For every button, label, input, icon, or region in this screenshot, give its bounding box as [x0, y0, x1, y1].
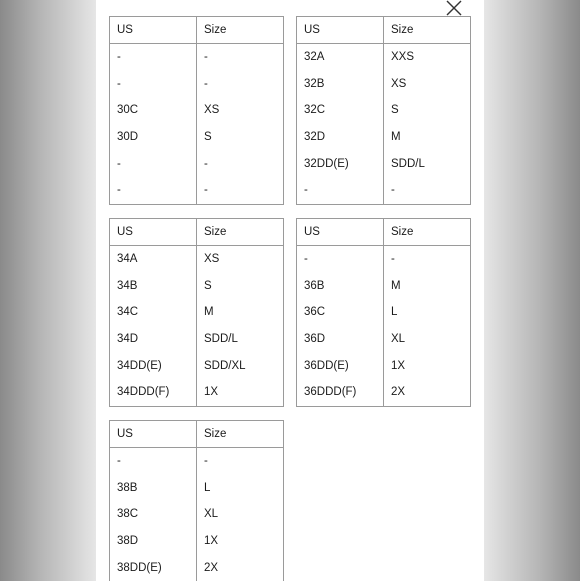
table-row [297, 97, 471, 124]
table-row [297, 326, 471, 353]
table-row [110, 246, 284, 273]
table-row [297, 379, 471, 406]
us-cell: 38DD(E) [110, 554, 197, 581]
table-row [110, 177, 284, 204]
size-cell: - [197, 177, 284, 204]
column-header-size: Size [384, 17, 471, 44]
table-row [297, 352, 471, 379]
size-cell: S [197, 124, 284, 151]
size-cell: - [197, 448, 284, 475]
size-cell: SDD/L [197, 326, 284, 353]
size-cell: L [384, 299, 471, 326]
us-cell: 38D [110, 528, 197, 555]
us-cell: - [110, 44, 197, 71]
column-header-us: US [110, 17, 197, 44]
us-cell: - [110, 177, 197, 204]
size-chart-sheet [96, 0, 484, 580]
us-cell: 34C [110, 299, 197, 326]
size-cell: - [197, 71, 284, 98]
us-cell: 34B [110, 273, 197, 300]
table-header-row [110, 219, 284, 246]
us-cell: 32B [297, 71, 384, 98]
table-row [297, 246, 471, 273]
table-row [110, 299, 284, 326]
size-cell: XL [197, 501, 284, 528]
size-cell: 2X [197, 554, 284, 581]
size-cell: XL [384, 326, 471, 353]
us-cell: 36DD(E) [297, 352, 384, 379]
table-header-row [297, 17, 471, 44]
us-cell: 34A [110, 246, 197, 273]
size-cell: - [384, 177, 471, 204]
column-header-size: Size [197, 219, 284, 246]
size-cell: M [197, 299, 284, 326]
size-cell: XXS [384, 44, 471, 71]
size-cell: 1X [384, 352, 471, 379]
us-cell: 38B [110, 475, 197, 502]
us-cell: 32DD(E) [297, 150, 384, 177]
size-cell: SDD/L [384, 150, 471, 177]
size-cell: 1X [197, 528, 284, 555]
column-header-us: US [110, 219, 197, 246]
table-row [297, 299, 471, 326]
us-cell: 36D [297, 326, 384, 353]
us-cell: - [110, 71, 197, 98]
table-row [110, 379, 284, 406]
us-cell: 38C [110, 501, 197, 528]
size-table-30 [109, 16, 284, 205]
size-cell: M [384, 273, 471, 300]
size-table-32 [296, 16, 471, 205]
table-row [110, 273, 284, 300]
size-table-34 [109, 218, 284, 407]
column-header-us: US [297, 219, 384, 246]
size-cell: S [197, 273, 284, 300]
table-row [110, 44, 284, 71]
table-row [297, 124, 471, 151]
table-row [297, 150, 471, 177]
table-header-row [110, 17, 284, 44]
table-row [110, 97, 284, 124]
table-row [110, 501, 284, 528]
size-cell: XS [384, 71, 471, 98]
column-header-size: Size [197, 421, 284, 448]
us-cell: 30C [110, 97, 197, 124]
size-table-38 [109, 420, 284, 581]
us-cell: 34DD(E) [110, 352, 197, 379]
column-header-size: Size [384, 219, 471, 246]
us-cell: 36B [297, 273, 384, 300]
size-cell: XS [197, 246, 284, 273]
us-cell: 36DDD(F) [297, 379, 384, 406]
column-header-us: US [110, 421, 197, 448]
table-row [110, 150, 284, 177]
table-row [110, 124, 284, 151]
us-cell: - [110, 448, 197, 475]
size-cell: 2X [384, 379, 471, 406]
size-cell: SDD/XL [197, 352, 284, 379]
size-cell: S [384, 97, 471, 124]
us-cell: - [297, 177, 384, 204]
us-cell: 32C [297, 97, 384, 124]
size-cell: L [197, 475, 284, 502]
us-cell: 30D [110, 124, 197, 151]
column-header-size: Size [197, 17, 284, 44]
size-cell: 1X [197, 379, 284, 406]
table-row [297, 273, 471, 300]
us-cell: 32D [297, 124, 384, 151]
table-row [110, 71, 284, 98]
table-row [297, 177, 471, 204]
table-row [110, 448, 284, 475]
size-cell: XS [197, 97, 284, 124]
us-cell: 32A [297, 44, 384, 71]
table-row [110, 528, 284, 555]
size-cell: - [384, 246, 471, 273]
us-cell: 34DDD(F) [110, 379, 197, 406]
us-cell: 34D [110, 326, 197, 353]
table-row [297, 44, 471, 71]
size-table-36 [296, 218, 471, 407]
us-cell: 36C [297, 299, 384, 326]
table-row [297, 71, 471, 98]
table-header-row [110, 421, 284, 448]
size-cell: - [197, 150, 284, 177]
us-cell: - [110, 150, 197, 177]
size-cell: - [197, 44, 284, 71]
table-row [110, 554, 284, 581]
us-cell: - [297, 246, 384, 273]
column-header-us: US [297, 17, 384, 44]
table-header-row [297, 219, 471, 246]
table-row [110, 475, 284, 502]
size-cell: M [384, 124, 471, 151]
table-row [110, 352, 284, 379]
table-row [110, 326, 284, 353]
